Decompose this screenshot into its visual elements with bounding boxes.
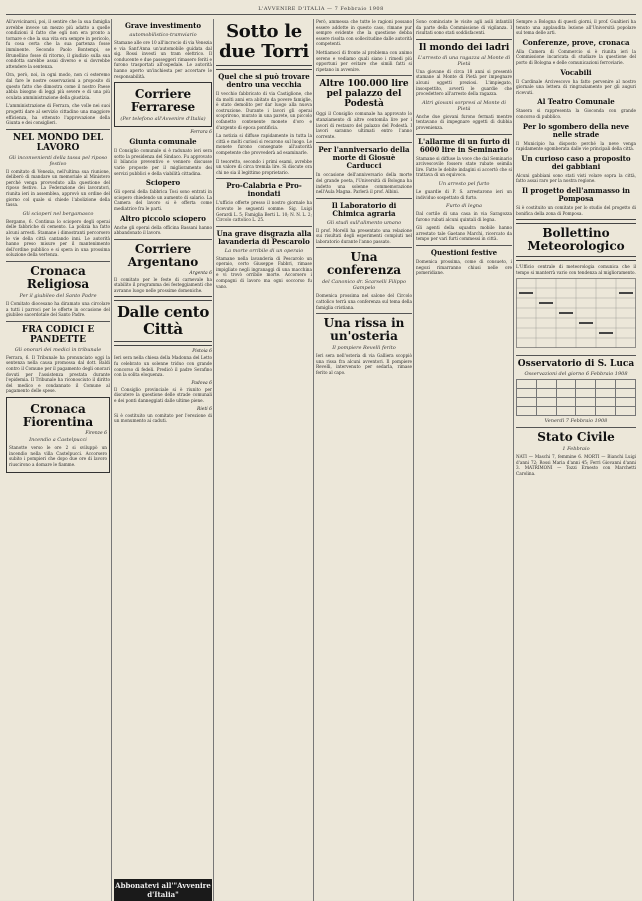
article-text: Domenica prossima nel salone del Circolo cattolico terrà una conferenza sul tema della famiglia cristiana. bbox=[316, 293, 412, 310]
article-text: Il Consiglio comunale si è radunato ieri sera sotto la presidenza del Sindaco. Fu approvato il bilancio preventivo e vennero discusse varie proposte per il miglioramento dei servizi pubblici e della viabilità cittadina. bbox=[114, 148, 212, 176]
divider bbox=[516, 355, 636, 356]
divider bbox=[416, 134, 512, 135]
article-text: Si è costituito un comitato per l'erezione di un monumento ai caduti. bbox=[114, 412, 212, 424]
section-subheading: Gli inconvenienti della tassa pel riposo festivo bbox=[8, 154, 108, 167]
column-2 bbox=[114, 19, 212, 901]
article-text: Il comitato di Venezia, nell'ultima sua riunione, deliberò di mandare un memoriale al Ministero perché venga provveduto alla questione del riposo festivo. La Federazione dei lavoratori, riunita ieri in assemblea, approvò un ordine del giorno col quale si chiede l'abolizione della tassa. bbox=[6, 168, 110, 208]
section-subheading: L'arresto di una ragazza al Monte di Pietà bbox=[417, 54, 511, 67]
dateline: Firenze 6 bbox=[85, 430, 107, 436]
divider bbox=[416, 39, 512, 40]
section-heading: Questioni festive bbox=[430, 248, 498, 258]
article-text: Le guardie di P. S. arrestarono ieri un individuo sospettato di furto. bbox=[416, 188, 512, 200]
divider bbox=[216, 226, 312, 227]
article-text: Domenica prossima, come di consueto, i negozi rimarranno chiusi nelle ore pomeridiane. bbox=[416, 259, 512, 276]
divider bbox=[114, 341, 212, 346]
article-text: Sempre a Bologna di questi giorni, il prof. Gualtieri ha tenuto una applaudita lezione all'Università popolare sul tema delle arti. bbox=[516, 19, 636, 36]
divider bbox=[516, 427, 636, 428]
article-text: Gli agenti della squadra mobile hanno arrestato tale Gaetano Marchi, ricercato da tempo per vari furti commessi in città. bbox=[416, 225, 512, 242]
section-heading: Una rissa in un'osteria bbox=[323, 316, 405, 344]
section-heading: Giunta comunale bbox=[129, 137, 197, 147]
section-heading: Per l'anniversario della morte di Giosuè Carducci bbox=[318, 145, 410, 171]
section-subheading: Gli studi sull'alimento umano bbox=[326, 219, 402, 226]
column-rule bbox=[513, 19, 514, 901]
section-heading: Pro-Calabria e Pro-inondati bbox=[226, 181, 302, 199]
table-caption: Venerdì 7 Febbraio 1908 bbox=[544, 418, 608, 425]
section-heading: Corriere Ferrarese bbox=[130, 87, 196, 115]
article-text: Mettiamoci di fronte al problema con animo sereno e vediamo quali siano i rimedi più opportuni per evitare che simili fatti si ripetano in avvenire. bbox=[316, 49, 412, 72]
section-heading: L'allarme di un furto di 6000 lire in Seminario bbox=[418, 136, 510, 154]
article-text: Bergamo, 6. Continua lo sciopero degli operai delle fabbriche di cemento. La polizia ha fatto alcuni arresti. Stamane i dimostranti percorsero le vie della città cantando inni. Le autorità hanno preso misure per il mantenimento dell'ordine pubblico e si spera in una prossima soluzione della vertenza. bbox=[6, 218, 110, 258]
section-subheading: (Per telefono all'Avvenire d'Italia) bbox=[120, 116, 206, 123]
article-text: Il Comitato diocesano ha diramato una circolare a tutti i parroci per le offerte in occasione del giubileo sacerdotale del Santo Padre. bbox=[6, 301, 110, 318]
column-rule bbox=[413, 19, 414, 901]
article-text: Stanotte verso le ore 2 si sviluppò un incendio nella villa Castelpucci. Accorsero subito i pompieri che dopo due ore di lavoro riuscirono a domare le fiamme. bbox=[9, 444, 107, 467]
section-heading: Il progetto dell'ammasso in Pomposa bbox=[522, 185, 630, 203]
article-text: All'avvicinarsi, poi, il sentire che la sua famiglia avrebbe invece un mezzo più adatto a quelle condizioni il fatto che egli non era pronto a tornare e che la sua vita era sempre in pericolo, fu cosa certa che la sua partenza fosse imminente. Secondo Paolo Bontempi, se Brunellino fosse di ritorno, il giudizio sulla sua condotta sarebbe assai diverso e si dovrebbe attendere la sentenza. bbox=[6, 19, 110, 69]
dateline: Pistoia 6 bbox=[192, 349, 212, 355]
article-text: Il Municipio ha disposto perché la neve venga rapidamente sgomberata dalle vie principali della città. bbox=[516, 140, 636, 152]
divider bbox=[316, 75, 412, 76]
article-text: Oggi il Consiglio comunale ha approvato lo stanziamento di altre centomila lire per i lavori di restauro del palazzo del Podestà. I lavori saranno ultimati entro l'anno corrente. bbox=[316, 111, 412, 139]
article-text: Alla Camera di Commercio si è riunita ieri la Commissione incaricata di studiare la questione del porto di Bologna e delle comunicazioni ferroviarie. bbox=[516, 48, 636, 65]
section-heading: Vocabili bbox=[560, 67, 592, 77]
article-text: NATI — Maschi 7, femmine 6. MORTI — Bianchi Luigi d'anni 72; Rossi Maria d'anni 45; Ferri Giovanni d'anni 3. MATRIMONI — Tozzi Ernesto con Marchetti Carolina. bbox=[516, 454, 636, 477]
article-text: Ferrara, 6. Il Tribunale ha pronunciato oggi la sentenza nella causa promossa dal dott. Baldi contro il Comune per il pagamento degli onorari dovuti per l'assistenza prestata durante l'epidemia. Il Tribunale ha riconosciuto il diritto del medico e condannato il Comune al pagamento delle spese. bbox=[6, 354, 110, 394]
section-subheading: Furto di legna bbox=[445, 203, 483, 210]
article-text: Stamane si diffuse la voce che dal Seminario arcivescovile fossero state rubate seimila lire. Fatte le debite indagini si accertò che si trattava di un equivoco. bbox=[416, 155, 512, 178]
section-subheading: automobilistico-tramviario bbox=[129, 32, 197, 38]
article-text: Anche gli operai della officina Bassani hanno abbandonato il lavoro. bbox=[114, 224, 212, 236]
article-text: In occasione dell'anniversario della morte del grande poeta, l'Università di Bologna ha indetto una solenne commemorazione nell'Aula Magna. Parlerà il prof. Albini. bbox=[316, 172, 412, 195]
column-3 bbox=[216, 19, 312, 901]
section-subheading: Per il giubileo del Santo Padre bbox=[19, 293, 97, 299]
section-heading: FRA CODICI E PANDETTE bbox=[21, 324, 95, 345]
divider bbox=[316, 313, 412, 314]
section-heading: Altre 100.000 lire pel palazzo del Podestà bbox=[319, 79, 409, 110]
article-text: Ieri sera nell'osteria di via Galliera scoppiò una rissa fra alcuni avventori. Il pompiere Revelli, intervenuto per sedarla, rimase ferito al capo. bbox=[316, 353, 412, 376]
article-text: Alcuni gabbiani sono stati visti volare sopra la città, fatto assai raro per la nostra regione. bbox=[516, 172, 636, 184]
boxed-section bbox=[114, 82, 212, 127]
section-subheading: del Canonico dr. Scarselli Filippo Gampelo bbox=[321, 279, 406, 292]
section-subheading: Quel che si può trovare dentro una vecchia bbox=[218, 72, 310, 89]
section-heading: Una grave disgrazia alla lavanderia di Pescarolo bbox=[216, 228, 312, 246]
dateline: Argenta 6 bbox=[189, 270, 212, 276]
running-head: L'AVVENIRE D'ITALIA — 7 Febbraio 1908 bbox=[6, 4, 636, 15]
section-heading: Corriere Argentano bbox=[127, 241, 199, 269]
article-text: Stamane nella lavanderia di Pescarolo un operaio, certo Giuseppe Fabbri, rimase impigliato negli ingranaggi di una macchina e vi trovò orribile morte. Accorsero i compagni di lavoro ma ogni soccorso fu vano. bbox=[216, 255, 312, 289]
section-subheading: Un arresto pel furto bbox=[438, 180, 490, 187]
section-heading: Per lo sgombero della neve nelle strade bbox=[522, 121, 630, 139]
dateline: Ferrara 6 bbox=[190, 130, 212, 136]
boxed-section bbox=[6, 397, 110, 473]
section-heading: Cronaca Religiosa bbox=[26, 264, 90, 291]
section-subheading: Altri giovani sorpresi al Monte di Pietà bbox=[422, 99, 506, 112]
divider bbox=[114, 239, 212, 240]
article-text: Gli operai della fabbrica Tosi sono entrati in sciopero chiedendo un aumento di salario. La Camera del lavoro si è offerta come mediatrice fra le parti. bbox=[114, 189, 212, 211]
section-subheading: Gli scioperi nel bergamasco bbox=[22, 210, 94, 217]
section-subheading: La morte orribile di un operaio bbox=[224, 247, 304, 254]
divider bbox=[416, 245, 512, 246]
main-headline: Sotto le due Torri bbox=[219, 21, 309, 62]
section-heading: Un curioso caso a proposito dei gabbiani bbox=[521, 153, 631, 171]
divider bbox=[516, 256, 636, 261]
article-text: Il prof. Morelli ha presentato una relazione sui risultati degli esperimenti compiuti nel laboratorio durante l'anno passato. bbox=[316, 227, 412, 244]
divider bbox=[216, 65, 312, 70]
subscription-banner: Abbonatevi all'"Avvenire d'Italia" bbox=[115, 881, 211, 899]
article-text: Però, ammessa che tutte le ragioni possano essere addotte in questo caso, rimane pur sempre evidente che la questione debba essere risolta con sollecitudine dalle autorità competenti. bbox=[316, 19, 412, 47]
section-heading: Il Laboratorio di Chimica agraria bbox=[331, 200, 397, 218]
section-heading: Il mondo dei ladri bbox=[418, 42, 510, 53]
column-1 bbox=[6, 19, 110, 901]
column-5 bbox=[416, 19, 512, 901]
article-text: Una giovane di circa 18 anni si presentò stamane al Monte di Pietà per impegnare alcuni oggetti preziosi. L'impiegato, insospettito, avvertì le guardie che procedettero all'arresto della ragazza. bbox=[416, 68, 512, 97]
article-text: Il tesoretto, secondo i primi esami, avrebbe un valore di circa tremila lire. Si discute ora chi ne sia il legittimo proprietario. bbox=[216, 158, 312, 175]
article-text: Anche due giovani furono fermati mentre tentavano di impegnare oggetti di dubbia provenienza. bbox=[416, 113, 512, 130]
section-subheading: Gli onorari dei medici in tribunale bbox=[14, 346, 102, 353]
article-text: Sono cominciate le visite agli asili infantili da parte della Commissione di vigilanza. I risultati sono stati soddisfacenti. bbox=[416, 19, 512, 36]
article-text: L'ufficio offerte presso il nostro giornale ha ricevuto le seguenti somme: Sig. Luigi Gerardi L. 5; Famiglia Berti L. 10; N. N. L. 2; Circolo cattolico L. 25. bbox=[216, 200, 312, 223]
section-heading: Una conferenza bbox=[326, 250, 402, 278]
article-text: Il comitato per le feste di carnevale ha stabilito il programma dei festeggiamenti che avranno luogo nelle prossime domeniche. bbox=[114, 276, 212, 293]
section-heading: Dalle cento Città bbox=[116, 303, 210, 339]
divider bbox=[6, 261, 110, 262]
section-heading: Al Teatro Comunale bbox=[537, 97, 615, 107]
section-heading: Cronaca Fiorentina bbox=[22, 401, 94, 429]
article-text: La notizia si diffuse rapidamente in tutta la città e molti curiosi si recarono sul luogo. Le monete furono consegnate all'autorità competente che provvederà ad esaminarle. bbox=[216, 133, 312, 155]
article-text: Il vecchio fabbricato di via Castiglione, che da molti anni era abitato da povere famiglie, è stato demolito per dar luogo alla nuova costruzione. Durante i lavori gli operai scoprirono, murato in una parete, un piccolo cofanetto contenente monete d'oro e d'argento di epoca pontificia. bbox=[216, 91, 312, 130]
article-text: L'Ufficio centrale di meteorologia comunica che il tempo si manterrà vario con tendenza al miglioramento. bbox=[516, 264, 636, 275]
column-4 bbox=[316, 19, 412, 901]
article-text: L'amministrazione di Ferrara, che volle nei suoi progetti dare al servizio cittadino una maggiore efficienza, ha ottenuto l'approvazione della Giunta e dei consiglieri. bbox=[6, 103, 110, 126]
observations-table bbox=[516, 379, 636, 416]
weather-chart-grid bbox=[516, 278, 636, 348]
section-heading: Altro piccolo sciopero bbox=[120, 213, 206, 223]
divider bbox=[6, 321, 110, 322]
section-heading: NEL MONDO DEL LAVORO bbox=[12, 132, 104, 153]
divider bbox=[216, 178, 312, 179]
section-heading: Sciopero bbox=[145, 178, 181, 188]
article-text: Il Cardinale Arcivescovo ha fatto pervenire al nostro giornale una lettera di ringraziamento per gli auguri ricevuti. bbox=[516, 78, 636, 95]
article-text: Si è costituito un comitato per lo studio del progetto di bonifica della zona di Pomposa. bbox=[516, 204, 636, 216]
section-subheading: Il pompiere Revelli ferito bbox=[332, 345, 396, 352]
article-text: Stasera si rappresenta la Gioconda con grande concorso di pubblico. bbox=[516, 108, 636, 119]
column-6 bbox=[516, 19, 636, 901]
column-rule bbox=[213, 19, 214, 901]
divider bbox=[6, 129, 110, 130]
section-heading: Stato Civile bbox=[537, 430, 615, 445]
column-rule bbox=[111, 19, 112, 901]
dateline: Padova 6 bbox=[191, 380, 212, 386]
article-text: Dal cortile di una casa in via Saragozza furono rubati alcuni quintali di legna. bbox=[416, 211, 512, 222]
section-subheading: 1 Febbraio bbox=[562, 446, 590, 453]
section-heading: Grave investimento bbox=[124, 21, 202, 30]
divider bbox=[316, 247, 412, 248]
divider bbox=[316, 142, 412, 143]
article-text: Ora, però, noi, in ogni modo, non ci esteremo dal fare le nostre osservazioni a proposito di questo fatto che dimostra come il nostro Paese abbia bisogno di leggi più severe e di una più oculata amministrazione della giustizia. bbox=[6, 72, 110, 100]
column-rule bbox=[313, 19, 314, 901]
section-subheading: Incendio a Castelpucci bbox=[29, 436, 87, 443]
article-text: Ieri sera nella chiesa della Madonna del Letto fu celebrato un solenne triduo con grande concorso di fedeli. Predicò il padre Serafino con la solita eloquenza. bbox=[114, 355, 212, 378]
section-heading: Conferenze, prove, cronaca bbox=[522, 37, 630, 47]
article-text: Stamane alle ore 10 all'incrocio di via Venezia e via Sant'Anna un'automobile guidata dal sig. Rossi investì un tram elettrico. Il conducente e due passeggeri rimasero feriti e furono trasportati all'ospedale. Le autorità hanno aperto un'inchiesta per accertare le responsabilità. bbox=[114, 40, 212, 79]
section-heading: Osservatorio di S. Luca bbox=[517, 359, 635, 370]
divider bbox=[316, 198, 412, 199]
section-subheading: Osservazioni del giorno 6 Febbraio 1908 bbox=[524, 371, 628, 378]
divider bbox=[516, 219, 636, 224]
divider bbox=[114, 296, 212, 301]
dateline: Rieti 6 bbox=[196, 406, 212, 412]
article-text: Il Consiglio provinciale si è riunito per discutere la questione delle strade comunali e dei ponti danneggiati dalle ultime piene. bbox=[114, 386, 212, 404]
columns bbox=[6, 15, 636, 901]
section-heading: Bollettino Meteorologico bbox=[527, 226, 625, 254]
